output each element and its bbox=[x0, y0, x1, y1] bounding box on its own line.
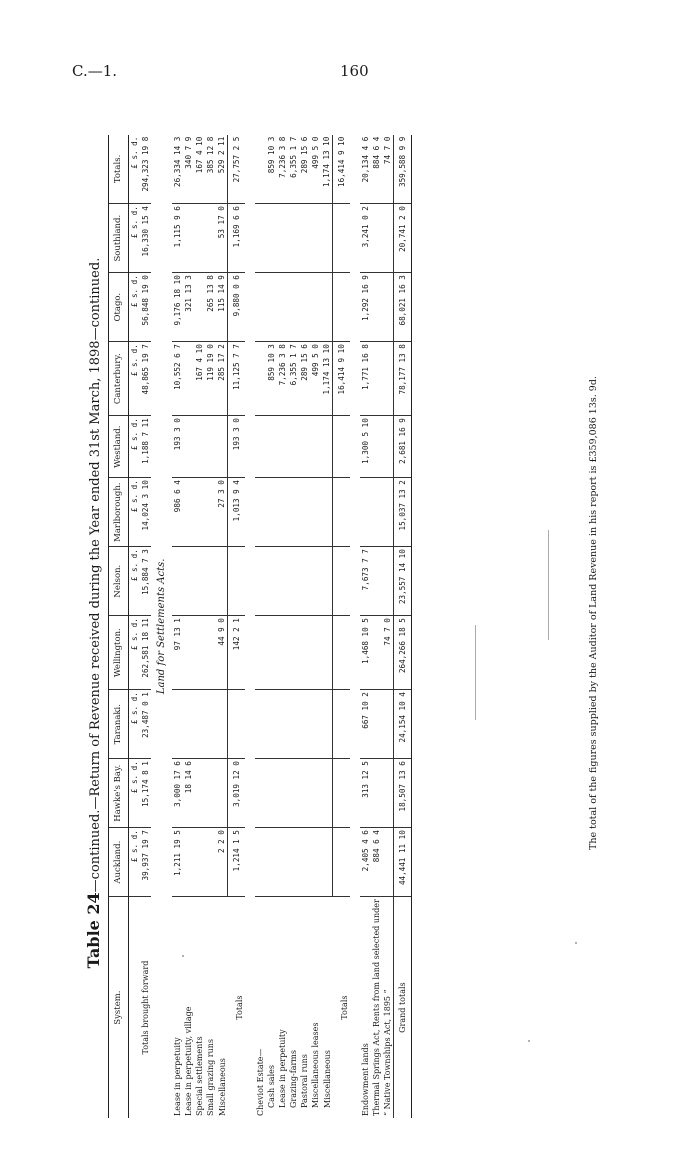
row-label: Thermal Springs Act, Rents from land selected under bbox=[372, 899, 381, 1116]
table-body bbox=[129, 135, 412, 1118]
value-cell: 26,334 14 3 bbox=[172, 135, 183, 204]
value-cell bbox=[299, 273, 310, 342]
table-row bbox=[277, 135, 288, 1118]
value-cell: 7,673 7 7 bbox=[360, 547, 371, 616]
scan-speck bbox=[575, 942, 577, 944]
table-row bbox=[266, 135, 277, 1118]
value-cell bbox=[371, 616, 382, 690]
value-cell: 289 15 6 bbox=[299, 342, 310, 416]
value-cell bbox=[288, 547, 299, 616]
value-cell: 15,174 8 1 bbox=[140, 759, 151, 828]
units-label: £ s. d. bbox=[129, 828, 141, 897]
value-cell: 18 14 6 bbox=[183, 759, 194, 828]
value-cell bbox=[371, 478, 382, 547]
value-cell bbox=[288, 478, 299, 547]
value-cell bbox=[321, 759, 333, 828]
value-cell bbox=[333, 273, 351, 342]
value-cell bbox=[321, 547, 333, 616]
table-row bbox=[216, 135, 228, 1118]
value-cell bbox=[299, 759, 310, 828]
value-cell bbox=[255, 547, 266, 616]
value-cell: 859 10 3 bbox=[266, 135, 277, 204]
value-cell: 16,414 9 10 bbox=[333, 342, 351, 416]
value-cell bbox=[299, 478, 310, 547]
value-cell bbox=[255, 342, 266, 416]
value-cell bbox=[266, 416, 277, 478]
value-cell: 18,507 13 6 bbox=[394, 759, 412, 828]
value-cell bbox=[205, 759, 216, 828]
column-header-system: System. bbox=[109, 897, 129, 1118]
scan-speck bbox=[528, 1040, 530, 1042]
value-cell bbox=[382, 759, 394, 828]
value-cell: 23,557 14 10 bbox=[394, 547, 412, 616]
footnote: The total of the figures supplied by the Auditor of Land Revenue in his report is £359,086 13s. 9d. bbox=[588, 376, 599, 850]
value-cell bbox=[310, 828, 321, 897]
value-cell bbox=[310, 204, 321, 273]
value-cell bbox=[255, 828, 266, 897]
column-header-marlborough: Marlborough. bbox=[109, 478, 129, 547]
row-label: Totals bbox=[235, 995, 244, 1020]
value-cell bbox=[266, 828, 277, 897]
column-header-canterbury: Canterbury. bbox=[109, 342, 129, 416]
table-row bbox=[333, 135, 351, 1118]
value-cell bbox=[333, 759, 351, 828]
table-row bbox=[194, 135, 205, 1118]
value-cell bbox=[321, 478, 333, 547]
value-cell: 193 3 0 bbox=[228, 416, 246, 478]
revenue-table bbox=[108, 135, 412, 1118]
units-label: £ s. d. bbox=[129, 690, 141, 759]
table-row bbox=[228, 135, 246, 1118]
value-cell: 15,884 7 3 bbox=[140, 547, 151, 616]
value-cell: 1,174 13 10 bbox=[321, 342, 333, 416]
value-cell: 359,588 9 9 bbox=[394, 135, 412, 204]
value-cell: 1,468 10 5 bbox=[360, 616, 371, 690]
value-cell bbox=[371, 273, 382, 342]
value-cell: 1,169 6 6 bbox=[228, 204, 246, 273]
value-cell bbox=[216, 759, 228, 828]
value-cell: 74 7 0 bbox=[382, 135, 394, 204]
units-label: £ s. d. bbox=[129, 135, 141, 204]
column-header-totals: Totals. bbox=[109, 135, 129, 204]
value-cell: 884 6 4 bbox=[371, 135, 382, 204]
page-code: C.—1. bbox=[72, 62, 118, 80]
value-cell bbox=[371, 204, 382, 273]
column-header-wellington: Wellington. bbox=[109, 616, 129, 690]
value-cell: 2,405 4 6 bbox=[360, 828, 371, 897]
value-cell: 313 12 5 bbox=[360, 759, 371, 828]
value-cell bbox=[333, 690, 351, 759]
value-cell bbox=[382, 690, 394, 759]
value-cell bbox=[277, 478, 288, 547]
row-label: Grand totals bbox=[394, 897, 412, 1118]
value-cell bbox=[321, 273, 333, 342]
value-cell bbox=[333, 547, 351, 616]
value-cell bbox=[183, 828, 194, 897]
value-cell: 44,441 11 10 bbox=[394, 828, 412, 897]
value-cell bbox=[255, 690, 266, 759]
table-row bbox=[183, 135, 194, 1118]
value-cell: 264,266 18 5 bbox=[394, 616, 412, 690]
value-cell: 78,177 13 8 bbox=[394, 342, 412, 416]
rotated-table-page bbox=[22, 108, 622, 1118]
value-cell bbox=[382, 828, 394, 897]
column-header-row bbox=[109, 135, 129, 1118]
value-cell bbox=[194, 616, 205, 690]
value-cell: 20,741 2 0 bbox=[394, 204, 412, 273]
scan-rule bbox=[475, 625, 476, 720]
value-cell: 16,414 9 10 bbox=[333, 135, 351, 204]
table-row bbox=[371, 135, 382, 1118]
value-cell bbox=[299, 416, 310, 478]
value-cell: 3,241 0 2 bbox=[360, 204, 371, 273]
value-cell bbox=[333, 616, 351, 690]
table-row bbox=[360, 135, 371, 1118]
value-cell: 167 4 10 bbox=[194, 342, 205, 416]
table-title bbox=[84, 108, 103, 1118]
value-cell bbox=[205, 828, 216, 897]
value-cell bbox=[310, 478, 321, 547]
value-cell bbox=[183, 342, 194, 416]
value-cell bbox=[194, 828, 205, 897]
value-cell: 265 13 8 bbox=[205, 273, 216, 342]
value-cell: 1,292 16 9 bbox=[360, 273, 371, 342]
value-cell: 39,937 19 7 bbox=[140, 828, 151, 897]
units-label: £ s. d. bbox=[129, 616, 141, 690]
value-cell bbox=[183, 616, 194, 690]
value-cell bbox=[321, 828, 333, 897]
value-cell bbox=[216, 547, 228, 616]
value-cell bbox=[266, 273, 277, 342]
value-cell: 529 2 11 bbox=[216, 135, 228, 204]
value-cell: 385 12 8 bbox=[205, 135, 216, 204]
value-cell bbox=[266, 204, 277, 273]
value-cell: 167 4 10 bbox=[194, 135, 205, 204]
row-label: Miscellaneous bbox=[322, 1050, 332, 1108]
value-cell bbox=[277, 828, 288, 897]
value-cell: 1,013 9 4 bbox=[228, 478, 246, 547]
column-header-hawkesbay: Hawke's Bay. bbox=[109, 759, 129, 828]
table-row bbox=[394, 135, 412, 1118]
value-cell: 1,771 16 8 bbox=[360, 342, 371, 416]
value-cell: 340 7 9 bbox=[183, 135, 194, 204]
value-cell bbox=[382, 342, 394, 416]
row-label: Totals brought forward bbox=[141, 960, 150, 1055]
value-cell: 1,174 13 10 bbox=[321, 135, 333, 204]
value-cell bbox=[277, 547, 288, 616]
value-cell: 53 17 0 bbox=[216, 204, 228, 273]
units-label: £ s. d. bbox=[129, 478, 141, 547]
value-cell: 986 6 4 bbox=[172, 478, 183, 547]
value-cell: 667 10 2 bbox=[360, 690, 371, 759]
value-cell bbox=[194, 690, 205, 759]
value-cell bbox=[266, 759, 277, 828]
value-cell: 289 15 6 bbox=[299, 135, 310, 204]
value-cell: 24,154 10 4 bbox=[394, 690, 412, 759]
value-cell: 3,019 12 0 bbox=[228, 759, 246, 828]
value-cell: 44 9 0 bbox=[216, 616, 228, 690]
column-header-taranaki: Taranaki. bbox=[109, 690, 129, 759]
value-cell bbox=[194, 273, 205, 342]
value-cell bbox=[288, 204, 299, 273]
value-cell bbox=[371, 690, 382, 759]
page-number: 160 bbox=[340, 62, 369, 80]
value-cell: 7,236 3 8 bbox=[277, 342, 288, 416]
units-label: £ s. d. bbox=[129, 759, 141, 828]
row-label: Small grazing runs bbox=[206, 1038, 215, 1116]
value-cell bbox=[255, 273, 266, 342]
value-cell bbox=[266, 547, 277, 616]
value-cell bbox=[183, 547, 194, 616]
value-cell bbox=[255, 616, 266, 690]
value-cell bbox=[333, 478, 351, 547]
value-cell bbox=[288, 616, 299, 690]
table-title-text: —continued.—Return of Revenue received during the Year ended 31st March, 1898—continued. bbox=[88, 257, 103, 893]
row-label: Miscellaneous leases bbox=[311, 1022, 320, 1108]
value-cell: 1,214 1 5 bbox=[228, 828, 246, 897]
value-cell bbox=[205, 547, 216, 616]
value-cell: 1,211 19 5 bbox=[172, 828, 183, 897]
value-cell bbox=[255, 416, 266, 478]
row-label: Lease in perpetuity, village bbox=[184, 1006, 193, 1116]
value-cell bbox=[310, 616, 321, 690]
value-cell bbox=[371, 547, 382, 616]
value-cell bbox=[172, 690, 183, 759]
value-cell: 74 7 0 bbox=[382, 616, 394, 690]
value-cell bbox=[310, 416, 321, 478]
value-cell bbox=[172, 547, 183, 616]
table-row bbox=[321, 135, 333, 1118]
table-row bbox=[382, 135, 394, 1118]
value-cell bbox=[333, 416, 351, 478]
value-cell bbox=[194, 759, 205, 828]
value-cell: 499 5 0 bbox=[310, 135, 321, 204]
value-cell: 16,330 15 4 bbox=[140, 204, 151, 273]
value-cell bbox=[266, 690, 277, 759]
value-cell: 10,552 6 7 bbox=[172, 342, 183, 416]
value-cell bbox=[266, 478, 277, 547]
row-label: Endowment lands bbox=[361, 1043, 370, 1116]
value-cell: 285 17 2 bbox=[216, 342, 228, 416]
value-cell bbox=[183, 478, 194, 547]
value-cell bbox=[255, 135, 266, 204]
value-cell bbox=[205, 204, 216, 273]
value-cell bbox=[277, 690, 288, 759]
column-header-westland: Westland. bbox=[109, 416, 129, 478]
value-cell bbox=[382, 204, 394, 273]
table-row bbox=[205, 135, 216, 1118]
value-cell: 119 19 0 bbox=[205, 342, 216, 416]
value-cell bbox=[266, 616, 277, 690]
section-heading: Land for Settlements Acts. bbox=[156, 558, 167, 695]
value-cell: 294,323 19 8 bbox=[140, 135, 151, 204]
value-cell bbox=[321, 616, 333, 690]
value-cell bbox=[371, 342, 382, 416]
value-cell bbox=[255, 478, 266, 547]
value-cell: 321 13 3 bbox=[183, 273, 194, 342]
value-cell bbox=[299, 828, 310, 897]
value-cell: 68,021 16 3 bbox=[394, 273, 412, 342]
row-label: Lease in perpetuity bbox=[278, 1029, 287, 1108]
row-label bbox=[129, 897, 141, 1118]
value-cell bbox=[194, 547, 205, 616]
value-cell: 193 3 0 bbox=[172, 416, 183, 478]
value-cell: 11,125 7 7 bbox=[228, 342, 246, 416]
value-cell: 499 5 0 bbox=[310, 342, 321, 416]
value-cell bbox=[371, 416, 382, 478]
value-cell bbox=[277, 759, 288, 828]
table-row bbox=[299, 135, 310, 1118]
value-cell: 884 6 4 bbox=[371, 828, 382, 897]
value-cell: 23,487 0 1 bbox=[140, 690, 151, 759]
row-label: Grazing-farms bbox=[289, 1050, 298, 1108]
units-label: £ s. d. bbox=[129, 547, 141, 616]
value-cell: 1,188 7 11 bbox=[140, 416, 151, 478]
table-row bbox=[255, 135, 266, 1118]
value-cell bbox=[371, 759, 382, 828]
value-cell bbox=[288, 690, 299, 759]
units-label: £ s. d. bbox=[129, 204, 141, 273]
row-label: Cash sales bbox=[267, 1065, 276, 1108]
row-label: Totals bbox=[340, 995, 349, 1020]
value-cell: 48,865 19 7 bbox=[140, 342, 151, 416]
value-cell bbox=[205, 478, 216, 547]
value-cell bbox=[194, 204, 205, 273]
row-label: Pastoral runs bbox=[300, 1054, 309, 1108]
value-cell: 115 14 9 bbox=[216, 273, 228, 342]
value-cell: 27,757 2 5 bbox=[228, 135, 246, 204]
value-cell bbox=[310, 759, 321, 828]
value-cell: 142 2 1 bbox=[228, 616, 246, 690]
value-cell: 2,681 16 9 bbox=[394, 416, 412, 478]
value-cell: 56,848 19 0 bbox=[140, 273, 151, 342]
value-cell bbox=[216, 416, 228, 478]
value-cell bbox=[333, 204, 351, 273]
value-cell bbox=[299, 616, 310, 690]
table-row bbox=[140, 135, 151, 1118]
units-label: £ s. d. bbox=[129, 273, 141, 342]
value-cell bbox=[382, 478, 394, 547]
value-cell bbox=[183, 690, 194, 759]
value-cell: 6,355 1 7 bbox=[288, 135, 299, 204]
units-label: £ s. d. bbox=[129, 416, 141, 478]
column-header-auckland: Auckland. bbox=[109, 828, 129, 897]
value-cell: 14,024 3 10 bbox=[140, 478, 151, 547]
value-cell bbox=[382, 416, 394, 478]
value-cell bbox=[194, 478, 205, 547]
section-row bbox=[151, 135, 172, 1118]
value-cell bbox=[382, 273, 394, 342]
spacer-cell bbox=[350, 135, 360, 1118]
row-label: Cheviot Estate— bbox=[256, 1048, 265, 1116]
value-cell bbox=[288, 828, 299, 897]
value-cell bbox=[321, 416, 333, 478]
value-cell bbox=[255, 204, 266, 273]
value-cell bbox=[228, 547, 246, 616]
value-cell: 9,176 18 10 bbox=[172, 273, 183, 342]
row-label: Lease in perpetuity bbox=[173, 1037, 182, 1116]
value-cell: 9,880 0 6 bbox=[228, 273, 246, 342]
value-cell: 859 10 3 bbox=[266, 342, 277, 416]
value-cell bbox=[310, 690, 321, 759]
value-cell bbox=[321, 690, 333, 759]
value-cell bbox=[288, 759, 299, 828]
value-cell bbox=[310, 547, 321, 616]
scan-rule bbox=[548, 530, 549, 640]
value-cell: 20,134 4 6 bbox=[360, 135, 371, 204]
value-cell bbox=[205, 616, 216, 690]
value-cell bbox=[277, 416, 288, 478]
spacer-cell bbox=[245, 135, 255, 1118]
value-cell bbox=[382, 547, 394, 616]
value-cell: 6,355 1 7 bbox=[288, 342, 299, 416]
value-cell bbox=[183, 204, 194, 273]
value-cell bbox=[277, 204, 288, 273]
value-cell bbox=[288, 273, 299, 342]
column-header-southland: Southland. bbox=[109, 204, 129, 273]
value-cell bbox=[277, 273, 288, 342]
value-cell bbox=[299, 204, 310, 273]
table-row bbox=[310, 135, 321, 1118]
column-header-otago: Otago. bbox=[109, 273, 129, 342]
row-label: Miscellaneous bbox=[217, 1058, 227, 1116]
value-cell bbox=[205, 416, 216, 478]
value-cell bbox=[299, 547, 310, 616]
table-row bbox=[172, 135, 183, 1118]
value-cell: 262,581 18 11 bbox=[140, 616, 151, 690]
value-cell bbox=[255, 759, 266, 828]
scan-speck bbox=[182, 955, 184, 957]
units-label: £ s. d. bbox=[129, 342, 141, 416]
value-cell: 1,300 5 10 bbox=[360, 416, 371, 478]
value-cell bbox=[205, 690, 216, 759]
value-cell: 15,037 13 2 bbox=[394, 478, 412, 547]
value-cell bbox=[310, 273, 321, 342]
value-cell: 97 13 1 bbox=[172, 616, 183, 690]
spacer-row bbox=[350, 135, 360, 1118]
value-cell: 27 3 0 bbox=[216, 478, 228, 547]
spacer-row bbox=[245, 135, 255, 1118]
value-cell bbox=[277, 616, 288, 690]
table-row bbox=[288, 135, 299, 1118]
units-row bbox=[129, 135, 141, 1118]
value-cell: 2 2 0 bbox=[216, 828, 228, 897]
row-label: Special settlements bbox=[195, 1036, 204, 1116]
value-cell bbox=[360, 478, 371, 547]
table-number: Table 24 bbox=[84, 892, 103, 969]
column-header-nelson: Nelson. bbox=[109, 547, 129, 616]
value-cell bbox=[333, 828, 351, 897]
value-cell bbox=[216, 690, 228, 759]
value-cell: 7,236 3 8 bbox=[277, 135, 288, 204]
value-cell bbox=[299, 690, 310, 759]
row-label: “ Native Townships Act, 1895 ” bbox=[383, 989, 392, 1116]
value-cell bbox=[321, 204, 333, 273]
value-cell bbox=[183, 416, 194, 478]
value-cell bbox=[288, 416, 299, 478]
value-cell bbox=[194, 416, 205, 478]
value-cell bbox=[228, 690, 246, 759]
value-cell: 1,115 9 6 bbox=[172, 204, 183, 273]
value-cell: 3,000 17 6 bbox=[172, 759, 183, 828]
